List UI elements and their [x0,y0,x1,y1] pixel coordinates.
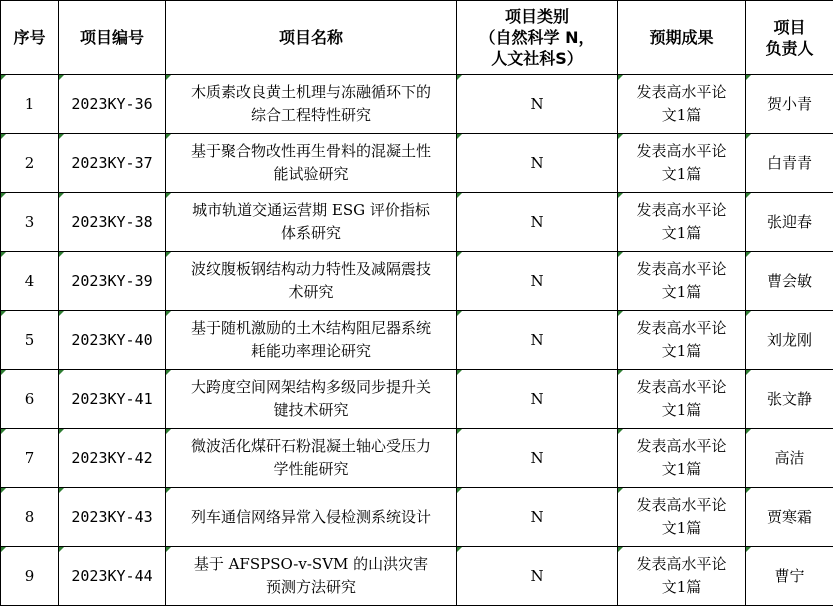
header-result: 预期成果 [618,1,746,75]
row-leader: 张迎春 [746,193,833,252]
row-leader: 高洁 [746,429,833,488]
header-leader-line2: 负责人 [746,38,833,59]
table-row [1,134,833,193]
row-seq: 6 [1,370,59,429]
table-row [1,429,833,488]
row-result: 发表高水平论文1篇 [618,134,746,193]
table-row [1,193,833,252]
row-result: 发表高水平论文1篇 [618,488,746,547]
row-result: 发表高水平论文1篇 [618,252,746,311]
row-code: 2023KY-44 [59,547,166,606]
row-name: 微波活化煤矸石粉混凝土轴心受压力学性能研究 [166,429,457,488]
row-seq: 9 [1,547,59,606]
table-row [1,252,833,311]
row-name: 波纹腹板钢结构动力特性及减隔震技术研究 [166,252,457,311]
row-category: N [457,488,618,547]
row-result: 发表高水平论文1篇 [618,193,746,252]
row-leader: 贺小青 [746,75,833,134]
row-leader: 张文静 [746,370,833,429]
row-name: 大跨度空间网架结构多级同步提升关键技术研究 [166,370,457,429]
row-code: 2023KY-40 [59,311,166,370]
row-name: 列车通信网络异常入侵检测系统设计 [166,488,457,547]
table-row [1,75,833,134]
row-name: 基于 AFSPSO-v-SVM 的山洪灾害预测方法研究 [166,547,457,606]
row-category: N [457,193,618,252]
header-leader [746,1,833,75]
row-result: 发表高水平论文1篇 [618,75,746,134]
header-row [1,1,833,75]
row-code: 2023KY-37 [59,134,166,193]
row-name: 城市轨道交通运营期 ESG 评价指标体系研究 [166,193,457,252]
row-category: N [457,75,618,134]
row-leader: 贾寒霜 [746,488,833,547]
row-seq: 4 [1,252,59,311]
row-code: 2023KY-36 [59,75,166,134]
header-code: 项目编号 [59,1,166,75]
row-code: 2023KY-41 [59,370,166,429]
row-name: 基于聚合物改性再生骨料的混凝土性能试验研究 [166,134,457,193]
row-seq: 2 [1,134,59,193]
row-code: 2023KY-42 [59,429,166,488]
row-category: N [457,311,618,370]
table-row [1,370,833,429]
header-category-line3: 人文社科S） [457,48,617,69]
row-leader: 曹会敏 [746,252,833,311]
row-leader: 刘龙刚 [746,311,833,370]
row-result: 发表高水平论文1篇 [618,311,746,370]
header-seq: 序号 [1,1,59,75]
row-category: N [457,252,618,311]
row-category: N [457,547,618,606]
row-leader: 曹宁 [746,547,833,606]
header-category-line2: （自然科学 N， [457,27,617,48]
row-leader: 白青青 [746,134,833,193]
row-result: 发表高水平论文1篇 [618,370,746,429]
header-leader-line1: 项目 [746,17,833,38]
row-category: N [457,429,618,488]
row-result: 发表高水平论文1篇 [618,429,746,488]
row-seq: 1 [1,75,59,134]
header-category [457,1,618,75]
header-name: 项目名称 [166,1,457,75]
row-result: 发表高水平论文1篇 [618,547,746,606]
row-seq: 3 [1,193,59,252]
row-name: 基于随机激励的土木结构阻尼器系统耗能功率理论研究 [166,311,457,370]
row-category: N [457,134,618,193]
row-seq: 5 [1,311,59,370]
header-category-line1: 项目类别 [457,6,617,27]
table-row [1,547,833,606]
row-code: 2023KY-39 [59,252,166,311]
table-row [1,311,833,370]
row-category: N [457,370,618,429]
row-name: 木质素改良黄土机理与冻融循环下的综合工程特性研究 [166,75,457,134]
row-code: 2023KY-43 [59,488,166,547]
row-code: 2023KY-38 [59,193,166,252]
row-seq: 8 [1,488,59,547]
table-row [1,488,833,547]
row-seq: 7 [1,429,59,488]
